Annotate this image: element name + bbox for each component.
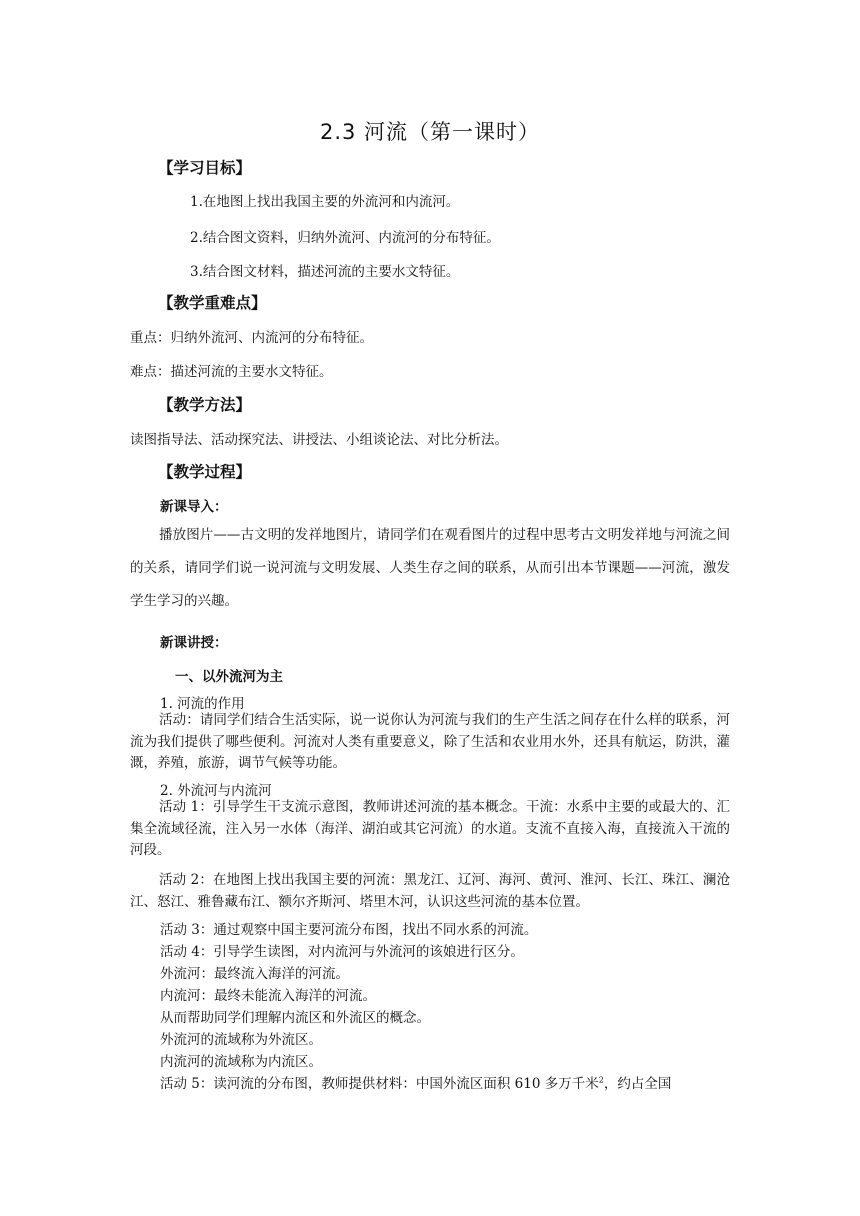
activity-4-line: 活动 4：引导学生读图，对内流河与外流河的该娘进行区分。 xyxy=(160,944,524,960)
intro-paragraph: 播放图片——古文明的发祥地图片，请同学们在观看图片的过程中思考古文明发祥地与河流之间的关系，请同学们说一说河流与文明发展、人类生存之间的联系，从而引出本节课题——河流，激发学生学习的兴趣。 xyxy=(130,527,730,609)
subsection-2-title: 2. 外流河与内流河 xyxy=(160,783,272,799)
section-1-title: 一、以外流河为主 xyxy=(175,669,283,685)
objective-item-1: 1.在地图上找出我国主要的外流河和内流河。 xyxy=(190,194,460,210)
process-heading: 【教学过程】 xyxy=(158,463,252,481)
subsection-1-paragraph: 活动：请同学们结合生活实际，说一说你认为河流与我们的生产生活之间存在什么样的联系，河流为我们提供了哪些便利。河流对人类有重要意义，除了生活和农业用水外，还具有航运，防洪，灌溉，养殖，旅游，调节气候等功能。 xyxy=(130,712,730,771)
objectives-heading: 【学习目标】 xyxy=(158,159,252,177)
intro-label: 新课导入： xyxy=(160,499,228,515)
activity-5-tail: ，约占全国 xyxy=(603,1076,672,1092)
lecture-label: 新课讲授： xyxy=(160,635,228,651)
methods-text: 读图指导法、活动探究法、讲授法、小组谈论法、对比分析法。 xyxy=(130,432,508,448)
methods-heading: 【教学方法】 xyxy=(158,396,252,414)
key-points-heading: 【教学重难点】 xyxy=(158,294,267,312)
concept-line: 从而帮助同学们理解内流区和外流区的概念。 xyxy=(160,1010,430,1026)
activity-5-text: 活动 5：读河流的分布图，教师提供材料：中国外流区面积 610 多万千米 xyxy=(160,1076,599,1092)
inflow-river-definition: 内流河：最终未能流入海洋的河流。 xyxy=(160,988,376,1004)
objective-item-2: 2.结合图文资料，归纳外流河、内流河的分布特征。 xyxy=(190,230,500,246)
activity-5-superscript: 2 xyxy=(598,1075,604,1085)
key-point-difficulty: 难点：描述河流的主要水文特征。 xyxy=(130,364,333,380)
activity-1-paragraph: 活动 1：引导学生干支流示意图，教师讲述河流的基本概念。干流：水系中主要的或最大的、汇集全流域径流，注入另一水体（海洋、湖泊或其它河流）的水道。支流不直接入海，直接流入干流的河段。 xyxy=(130,799,730,858)
activity-2-paragraph: 活动 2：在地图上找出我国主要的河流：黑龙江、辽河、海河、黄河、淮河、长江、珠江、澜沧江、怒江、雅鲁藏布江、额尔齐斯河、塔里木河，认识这些河流的基本位置。 xyxy=(130,872,730,910)
subsection-1-title: 1. 河流的作用 xyxy=(160,696,245,712)
inflow-area-line: 内流河的流域称为内流区。 xyxy=(160,1054,322,1070)
activity-5-line xyxy=(160,1072,732,1092)
outflow-river-definition: 外流河：最终流入海洋的河流。 xyxy=(160,966,349,982)
objective-item-3: 3.结合图文材料，描述河流的主要水文特征。 xyxy=(190,264,460,280)
key-point-focus: 重点：归纳外流河、内流河的分布特征。 xyxy=(130,330,373,346)
activity-3-line: 活动 3：通过观察中国主要河流分布图，找出不同水系的河流。 xyxy=(160,922,538,938)
page-title: 2.3 河流（第一课时） xyxy=(319,120,541,144)
outflow-area-line: 外流河的流域称为外流区。 xyxy=(160,1032,322,1048)
